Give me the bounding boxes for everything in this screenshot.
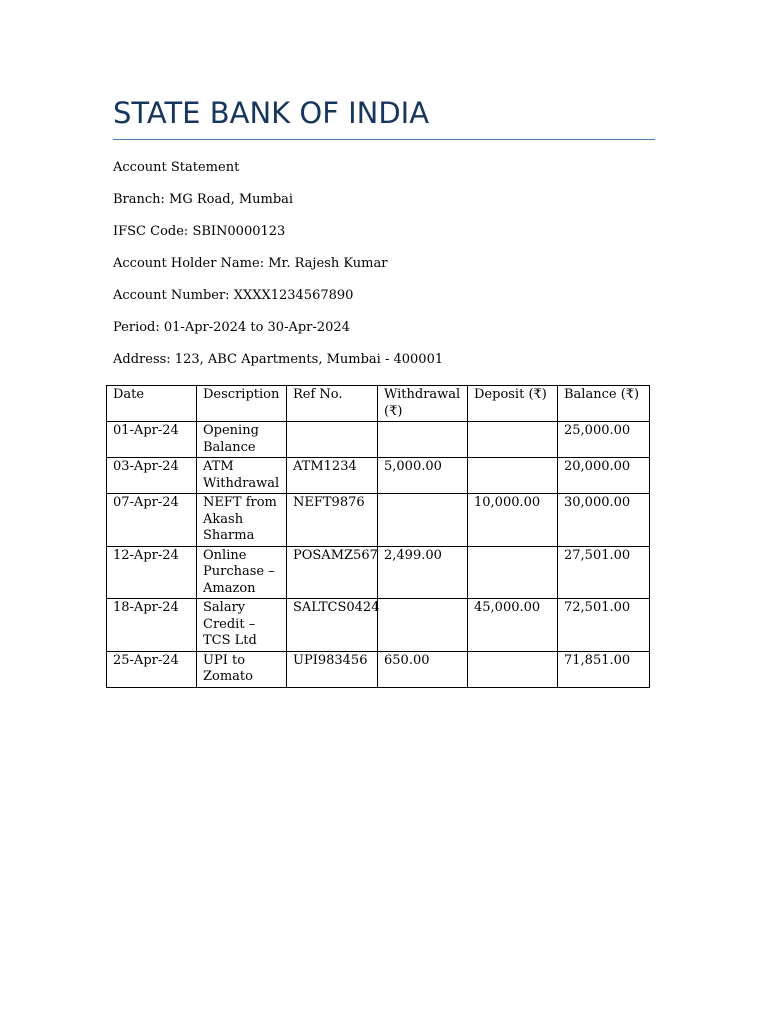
- cell-ref-no: UPI983456: [287, 651, 378, 687]
- header-ref-no: Ref No.: [287, 386, 378, 422]
- cell-deposit: 45,000.00: [468, 599, 558, 652]
- header-balance: Balance (₹): [558, 386, 650, 422]
- table-row: [107, 599, 650, 652]
- cell-balance: 71,851.00: [558, 651, 650, 687]
- cell-date: 18-Apr-24: [107, 599, 197, 652]
- header-deposit: Deposit (₹): [468, 386, 558, 422]
- cell-date: 01-Apr-24: [107, 422, 197, 458]
- cell-description: NEFT from Akash Sharma: [197, 494, 287, 547]
- cell-description: UPI to Zomato: [197, 651, 287, 687]
- table-row: [107, 422, 650, 458]
- ifsc-line: IFSC Code: SBIN0000123: [113, 224, 286, 239]
- cell-deposit: [468, 422, 558, 458]
- account-holder-line: Account Holder Name: Mr. Rajesh Kumar: [113, 256, 388, 271]
- cell-ref-no: SALTCS0424: [287, 599, 378, 652]
- transactions-table: [106, 385, 650, 688]
- header-description: Description: [197, 386, 287, 422]
- account-number-line: Account Number: XXXX1234567890: [113, 288, 354, 303]
- cell-withdrawal: 650.00: [378, 651, 468, 687]
- cell-balance: 27,501.00: [558, 546, 650, 599]
- cell-balance: 25,000.00: [558, 422, 650, 458]
- cell-description: Salary Credit – TCS Ltd: [197, 599, 287, 652]
- cell-withdrawal: 5,000.00: [378, 458, 468, 494]
- period-line: Period: 01-Apr-2024 to 30-Apr-2024: [113, 320, 350, 335]
- bank-name-title: STATE BANK OF INDIA: [113, 96, 430, 130]
- cell-withdrawal: [378, 494, 468, 547]
- cell-deposit: 10,000.00: [468, 494, 558, 547]
- address-line: Address: 123, ABC Apartments, Mumbai - 400001: [113, 352, 444, 367]
- cell-ref-no: ATM1234: [287, 458, 378, 494]
- table-row: [107, 546, 650, 599]
- cell-description: ATM Withdrawal: [197, 458, 287, 494]
- table-header-row: [107, 386, 650, 422]
- cell-withdrawal: [378, 599, 468, 652]
- cell-deposit: [468, 546, 558, 599]
- cell-balance: 72,501.00: [558, 599, 650, 652]
- cell-withdrawal: 2,499.00: [378, 546, 468, 599]
- cell-withdrawal: [378, 422, 468, 458]
- cell-balance: 30,000.00: [558, 494, 650, 547]
- cell-date: 12-Apr-24: [107, 546, 197, 599]
- header-date: Date: [107, 386, 197, 422]
- header-withdrawal: Withdrawal (₹): [378, 386, 468, 422]
- cell-ref-no: NEFT9876: [287, 494, 378, 547]
- cell-ref-no: POSAMZ567: [287, 546, 378, 599]
- cell-deposit: [468, 458, 558, 494]
- cell-ref-no: [287, 422, 378, 458]
- cell-date: 03-Apr-24: [107, 458, 197, 494]
- table-row: [107, 458, 650, 494]
- cell-description: Opening Balance: [197, 422, 287, 458]
- cell-description: Online Purchase – Amazon: [197, 546, 287, 599]
- cell-deposit: [468, 651, 558, 687]
- title-divider: [113, 139, 655, 140]
- table-row: [107, 651, 650, 687]
- cell-date: 07-Apr-24: [107, 494, 197, 547]
- cell-date: 25-Apr-24: [107, 651, 197, 687]
- cell-balance: 20,000.00: [558, 458, 650, 494]
- statement-title: Account Statement: [113, 160, 240, 175]
- table-row: [107, 494, 650, 547]
- branch-line: Branch: MG Road, Mumbai: [113, 192, 294, 207]
